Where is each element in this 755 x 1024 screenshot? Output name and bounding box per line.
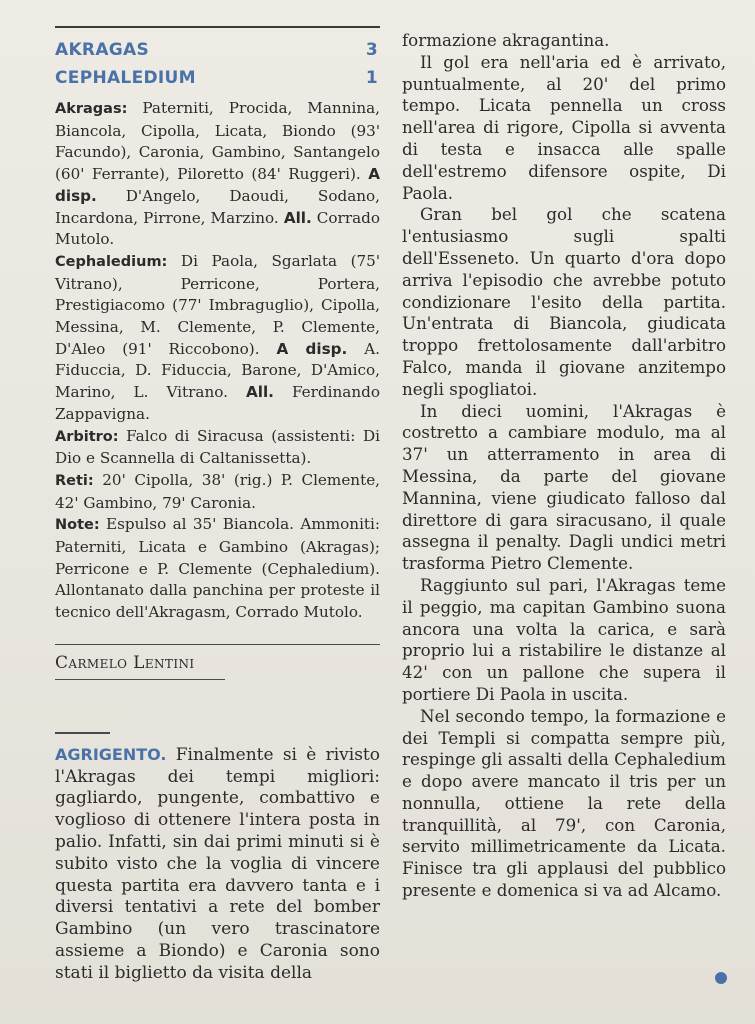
akragas-lineup	[55, 98, 380, 251]
home-team-name: AKRAGAS	[55, 40, 150, 60]
dateline: AGRIGENTO.	[55, 744, 167, 764]
cephaledium-coach: Ferdinando Zappavigna.	[55, 383, 380, 423]
match-report-box	[55, 26, 380, 985]
notes-info	[55, 514, 380, 624]
match-details	[55, 98, 380, 624]
top-rule	[55, 26, 380, 28]
reti-text: 20' Cipolla, 38' (rig.) P. Clemente, 42' Gambino, 79' Caronia.	[55, 470, 381, 512]
cephaledium-players: Di Paola, Sgarlata (75' Vitrano), Perricone, Portera, Prestigiacomo (77' Imbraguglio), Cipolla, Messina, M. Clemente, P. Clemente, D'Aleo (91' Riccobono).	[55, 251, 380, 358]
note-text: Espulso al 35' Biancola. Ammoniti: Paterniti, Licata e Gambino (Akragas); Perricone e P. Clemente (Cephaledium). Allontanato dalla panchina per proteste il tecnico dell'Akragasm, Corrado Mutolo.	[55, 515, 380, 622]
referee-info	[55, 426, 380, 470]
cephaledium-disp: A. Fiduccia, D. Fiduccia, Barone, D'Amico, Marino, L. Vitrano.	[55, 339, 381, 402]
akragas-disp: D'Angelo, Daoudi, Sodano, Incardona, Pirrone, Marzino.	[55, 186, 380, 227]
akragas-all-label: All.	[283, 208, 312, 227]
cephaledium-label: Cephaledium:	[55, 253, 168, 270]
away-team-name: CEPHALEDIUM	[55, 68, 196, 88]
reti-label: Reti:	[55, 472, 94, 489]
arbitro-text: Falco di Siracusa (assistenti: Di Dio e Scannella di Caltanissetta).	[55, 426, 381, 468]
paragraph-1: Il gol era nell'aria ed è arrivato, puntualmente, al 20' del primo tempo. Licata pennella un cross nell'area di rigore, Cipolla si avventa di testa e insacca alle spalle dell'estremo difensore ospite, Di Paola.	[402, 51, 726, 203]
article-start-rule	[55, 732, 110, 734]
article-lead	[55, 744, 380, 985]
author-divider	[55, 644, 380, 645]
score-row-away	[55, 64, 380, 92]
cephaledium-lineup	[55, 251, 380, 426]
akragas-disp-label: A disp.	[55, 165, 380, 205]
akragas-players: Paterniti, Procida, Mannina, Biancola, Cipolla, Licata, Biondo (93' Facundo), Caronia, Gambino, Santangelo (60' Ferrante), Piloretto (84' Ruggeri).	[55, 99, 380, 184]
continuation-text: formazione akragantina.	[402, 30, 610, 50]
paragraph-3: In dieci uomini, l'Akragas è costretto a cambiare modulo, ma al 37' un atterramento in area di Messina, da parte del giovane Mannina, viene giudicato falloso dal direttore di gara siracusano, il quale assegna il penalty. Dagli undici metri trasforma Pietro Clemente.	[402, 400, 726, 574]
article-continuation-column	[402, 30, 726, 902]
goals-info	[55, 470, 380, 514]
lead-text: Finalmente si è rivisto l'Akragas dei tempi migliori: gagliardo, pungente, combattivo e voglioso di ottenere l'intera posta in palio. Infatti, sin dai primi minuti si è subito visto che la voglia di vincere questa partita era davvero tanta e i diversi tentativi a rete del bomber Gambino (un vero trascinatore assieme a Biondo) e Caronia sono stati il biglietto da visita della	[55, 744, 380, 983]
home-team-score: 3	[365, 40, 378, 60]
bullet-dot-icon	[715, 972, 727, 984]
note-label: Note:	[55, 517, 100, 534]
arbitro-label: Arbitro:	[55, 428, 119, 445]
score-row-home	[55, 36, 380, 64]
akragas-coach: Corrado Mutolo.	[55, 208, 381, 249]
akragas-label: Akragas:	[55, 101, 128, 117]
paragraph-4: Raggiunto sul pari, l'Akragas teme il peggio, ma capitan Gambino suona ancora una volta la carica, e sarà proprio lui a ristabilire le distanze al 42' con un pallone che supera il portiere Di Paola in uscita.	[402, 574, 726, 704]
paragraph-2: Gran bel gol che scatena l'entusiasmo sugli spalti dell'Esseneto. Un quarto d'ora dopo arriva l'episodio che avrebbe potuto condizionare l'esito della partita. Un'entrata di Biancola, giudicata troppo frettolosamente dall'arbitro Falco, manda il giovane anzitempo negli spogliatoi.	[402, 204, 726, 399]
author-byline: Carmelo Lentini	[55, 649, 225, 680]
cephaledium-disp-label: A disp.	[276, 339, 348, 358]
paragraph-5: Nel secondo tempo, la formazione e dei Templi si compatta sempre più, respinge gli assalti della Cephaledium e dopo avere mancato il tris per un nonnulla, ottiene la rete della tranquillità, al 79', con Caronia, servito millimetricamente da Licata. Finisce tra gli applausi del pubblico presente e domenica si va ad Alcamo.	[402, 705, 726, 901]
cephaledium-all-label: All.	[245, 383, 274, 402]
away-team-score: 1	[365, 68, 378, 88]
